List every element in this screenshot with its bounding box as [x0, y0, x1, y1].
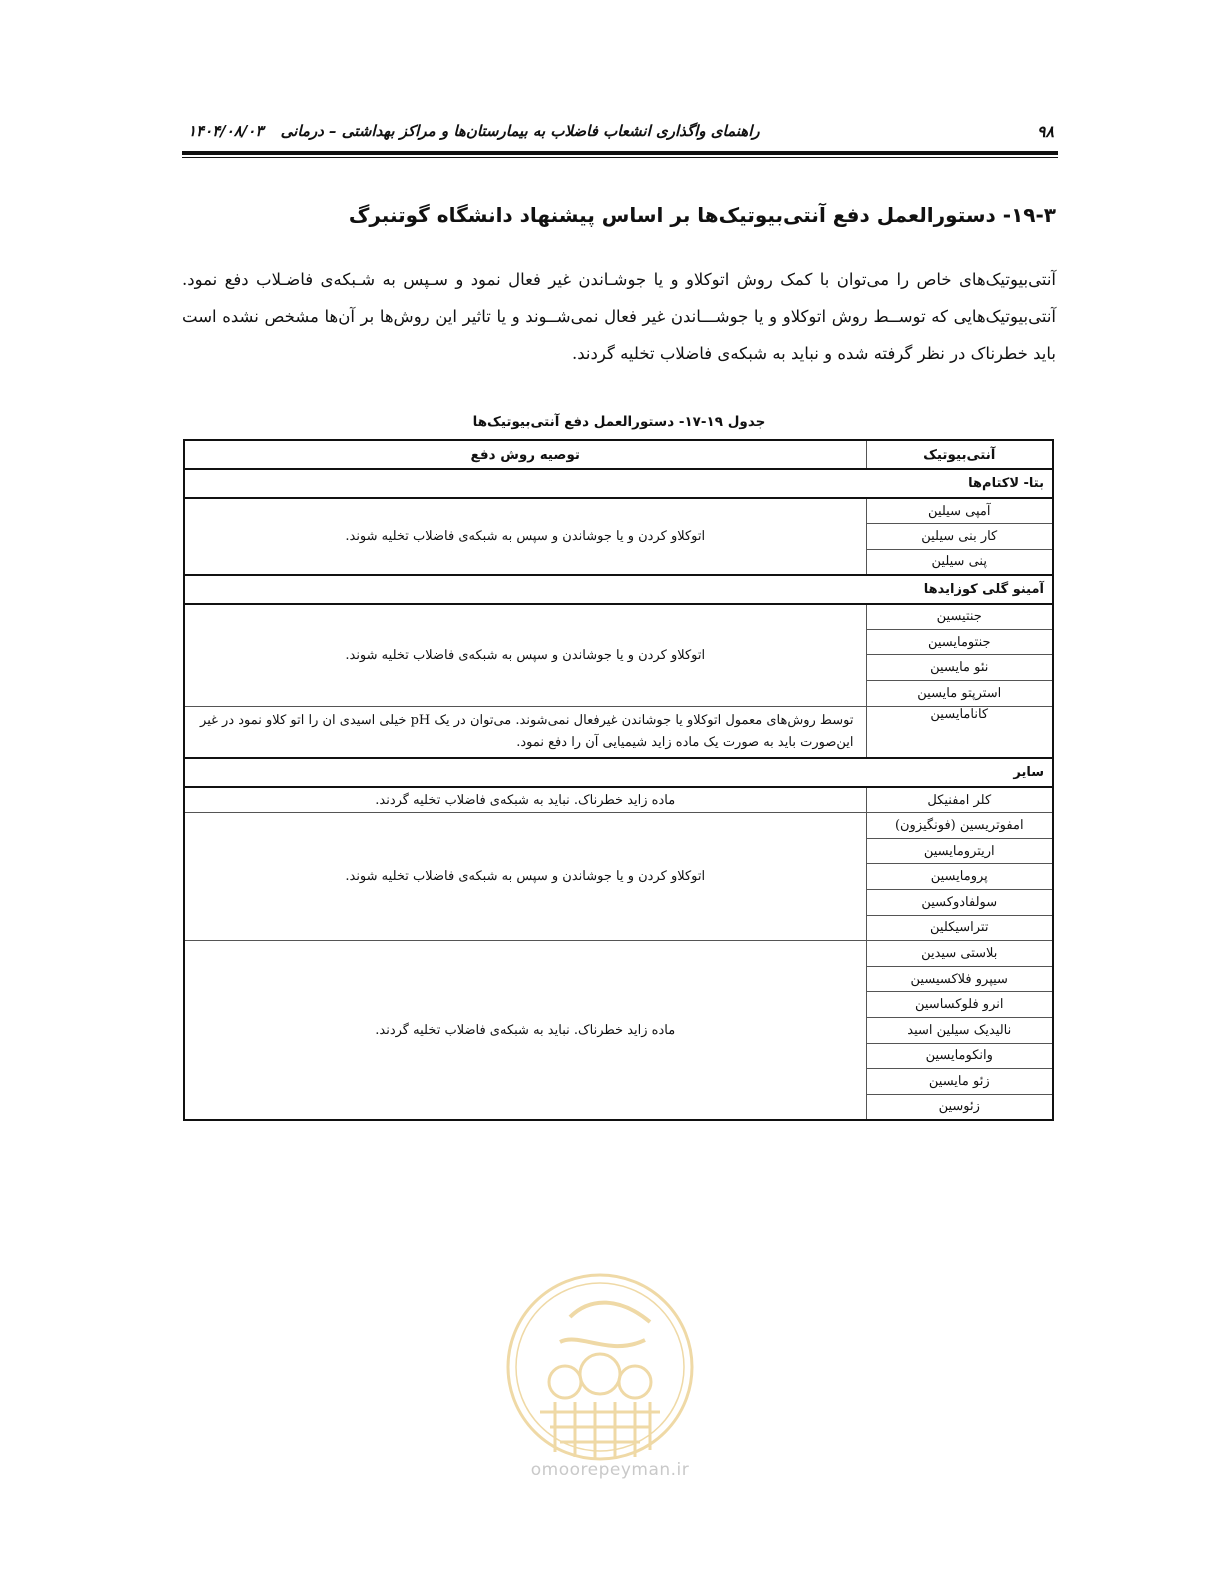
table-caption: جدول ۱۹-۱۷- دستورالعمل دفع آنتی‌بیوتیک‌ها — [472, 414, 766, 430]
header-rule-thin — [182, 157, 1058, 158]
drug-name: کار بنی سیلین — [866, 524, 1053, 550]
drug-name: سولفادوکسین — [866, 890, 1053, 916]
drug-name: پرومایسین — [866, 864, 1053, 890]
group-label: آمینو گلی کوزایدها — [184, 575, 1053, 604]
drug-name: تتراسیکلین — [866, 915, 1053, 941]
disposal-recommendation: ماده زاید خطرناک. نباید به شبکه‌ی فاضلاب تخلیه گردند. — [184, 787, 866, 813]
header-rule-thick — [182, 151, 1058, 155]
drug-name: انرو فلوکساسین — [866, 992, 1053, 1018]
group-row — [184, 575, 1053, 604]
table-row — [184, 498, 1053, 524]
paragraph-text: آنتی‌بیوتیک‌های خاص را می‌توان با کمک روش اتوکلاو و یا جوشـاندن غیر فعال نمود و سـپس به شـبکه‌ی فاضـلاب دفع نمود. آنتی‌بیوتیک‌هایی که توســط روش اتوکلاو و یا جوشـــاندن غیر فعال نمی‌شــوند و یا تاثیر این روش‌ها بر آن‌ها مشخص نشده است باید خطرناک در نظر گرفته شده و نباید به شبکه‌ی فاضلاب تخلیه گردند. — [182, 270, 1056, 363]
group-row — [184, 469, 1053, 498]
drug-name: جنتومایسین — [866, 629, 1053, 655]
disposal-recommendation: اتوکلاو کردن و یا جوشاندن و سپس به شبکه‌ی فاضلاب تخلیه شوند. — [184, 813, 866, 941]
disposal-recommendation: اتوکلاو کردن و یا جوشاندن و سپس به شبکه‌ی فاضلاب تخلیه شوند. — [184, 604, 866, 706]
group-label: بتا- لاکتام‌ها — [184, 469, 1053, 498]
group-row — [184, 758, 1053, 787]
drug-name: نالیدیک سیلین اسید — [866, 1018, 1053, 1044]
drug-name: نئو مایسین — [866, 655, 1053, 681]
drug-name: آمپی سیلین — [866, 498, 1053, 524]
table-row — [184, 706, 1053, 758]
drug-name: اریترومایسین — [866, 838, 1053, 864]
watermark-url: omoorepeyman.ir — [530, 1460, 690, 1480]
section-title: ۱۹-۳- دستورالعمل دفع آنتی‌بیوتیک‌ها بر اساس پیشنهاد دانشگاه گوتنبرگ — [348, 203, 1056, 227]
drug-name: زئو مایسین — [866, 1069, 1053, 1095]
drug-name: پنی سیلین — [866, 549, 1053, 575]
table-row — [184, 604, 1053, 630]
drug-name: وانکومایسین — [866, 1043, 1053, 1069]
table-row — [184, 941, 1053, 967]
table-header-row — [184, 440, 1053, 469]
disposal-recommendation: ماده زاید خطرناک. نباید به شبکه‌ی فاضلاب تخلیه گردند. — [184, 941, 866, 1120]
running-header — [182, 122, 782, 140]
drug-name: کلر امفنیکل — [866, 787, 1053, 813]
header-date: ۱۴۰۴/۰۸/۰۳ — [188, 122, 264, 140]
body-paragraph — [182, 261, 1056, 372]
drug-name: زئوسین — [866, 1094, 1053, 1120]
drug-name: جنتیسین — [866, 604, 1053, 630]
running-title: راهنمای واگذاری انشعاب فاضلاب به بیمارستان‌ها و مراکز بهداشتی – درمانی — [280, 122, 760, 140]
page-number: ۹۸ — [1036, 122, 1054, 141]
group-label: سایر — [184, 758, 1053, 787]
table-row — [184, 787, 1053, 813]
drug-name: بلاستی سیدین — [866, 941, 1053, 967]
drug-name: امفوتریسین (فونگیزون) — [866, 813, 1053, 839]
header-method: توصیه روش دفع — [184, 440, 866, 469]
header-antibiotic: آنتی‌بیوتیک — [866, 440, 1053, 469]
disposal-recommendation: اتوکلاو کردن و یا جوشاندن و سپس به شبکه‌ی فاضلاب تخلیه شوند. — [184, 498, 866, 575]
antibiotics-table — [183, 439, 1054, 1121]
drug-name: سیپرو فلاکسیسین — [866, 966, 1053, 992]
drug-name: کانامایسین — [866, 706, 1053, 758]
drug-name: استرپتو مایسین — [866, 681, 1053, 707]
disposal-recommendation: توسط روش‌های معمول اتوکلاو یا جوشاندن غیرفعال نمی‌شوند. می‌توان در یک pH خیلی اسیدی ان را اتو کلاو نمود در غیر این‌صورت باید به صورت یک ماده زاید شیمیایی آن را دفع نمود. — [184, 706, 866, 758]
table-row — [184, 813, 1053, 839]
watermark-logo — [500, 1262, 700, 1492]
